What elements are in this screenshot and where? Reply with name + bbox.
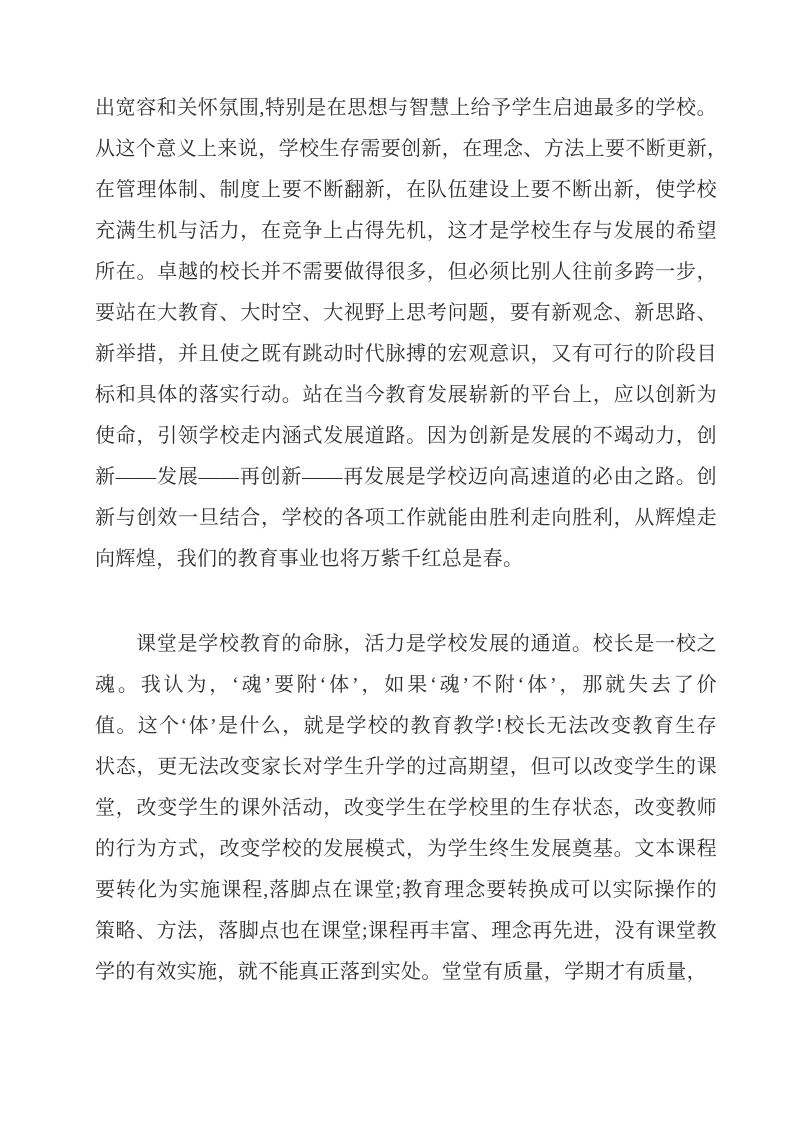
text-line: 向辉煌，我们的教育事业也将万紫千红总是春。: [95, 548, 524, 570]
text-line: 新与创效一旦结合，学校的各项工作就能由胜利走向胜利，从辉煌走: [95, 507, 717, 529]
text-line: 堂，改变学生的课外活动，改变学生在学校里的生存状态，改变教师: [95, 797, 717, 819]
paragraph: [95, 88, 728, 580]
text-line: 充满生机与活力，在竞争上占得先机，这才是学校生存与发展的希望: [95, 220, 717, 242]
document-body: [95, 88, 728, 993]
text-line: 要站在大教育、大时空、大视野上思考问题，要有新观念、新思路、: [95, 302, 717, 324]
text-line: 的行为方式，改变学校的发展模式，为学生终生发展奠基。文本课程: [95, 838, 717, 860]
text-line: 要转化为实施课程,落脚点在课堂;教育理念要转换成可以实际操作的: [95, 879, 717, 901]
text-line: 标和具体的落实行动。站在当今教育发展崭新的平台上，应以创新为: [95, 384, 717, 406]
text-line: 策略、方法，落脚点也在课堂;课程再丰富、理念再先进，没有课堂教: [95, 920, 717, 942]
text-line: 新——发展——再创新——再发展是学校迈向高速道的必由之路。创: [95, 466, 717, 488]
text-line: 魂。我认为，‘魂’要附‘体’，如果‘魂’不附‘体’，那就失去了价: [95, 674, 717, 696]
text-line: 从这个意义上来说，学校生存需要创新，在理念、方法上要不断更新，: [95, 138, 728, 160]
text-line: 出宽容和关怀氛围,特别是在思想与智慧上给予学生启迪最多的学校。: [95, 97, 717, 119]
text-line: 状态，更无法改变家长对学生升学的过高期望，但可以改变学生的课: [95, 756, 717, 778]
paragraph: [95, 624, 717, 993]
text-line: 值。这个‘体’是什么，就是学校的教育教学!校长无法改变教育生存: [95, 715, 717, 737]
text-line: 新举措，并且使之既有跳动时代脉搏的宏观意识，又有可行的阶段目: [95, 343, 717, 365]
text-line: 使命，引领学校走内涵式发展道路。因为创新是发展的不竭动力，创: [95, 425, 717, 447]
text-line: 课堂是学校教育的命脉，活力是学校发展的通道。校长是一校之: [136, 633, 717, 655]
text-line: 学的有效实施，就不能真正落到实处。堂堂有质量，学期才有质量，: [95, 961, 707, 983]
text-line: 所在。卓越的校长并不需要做得很多，但必须比别人往前多跨一步，: [95, 261, 717, 283]
text-line: 在管理体制、制度上要不断翻新，在队伍建设上要不断出新，使学校: [95, 179, 717, 201]
